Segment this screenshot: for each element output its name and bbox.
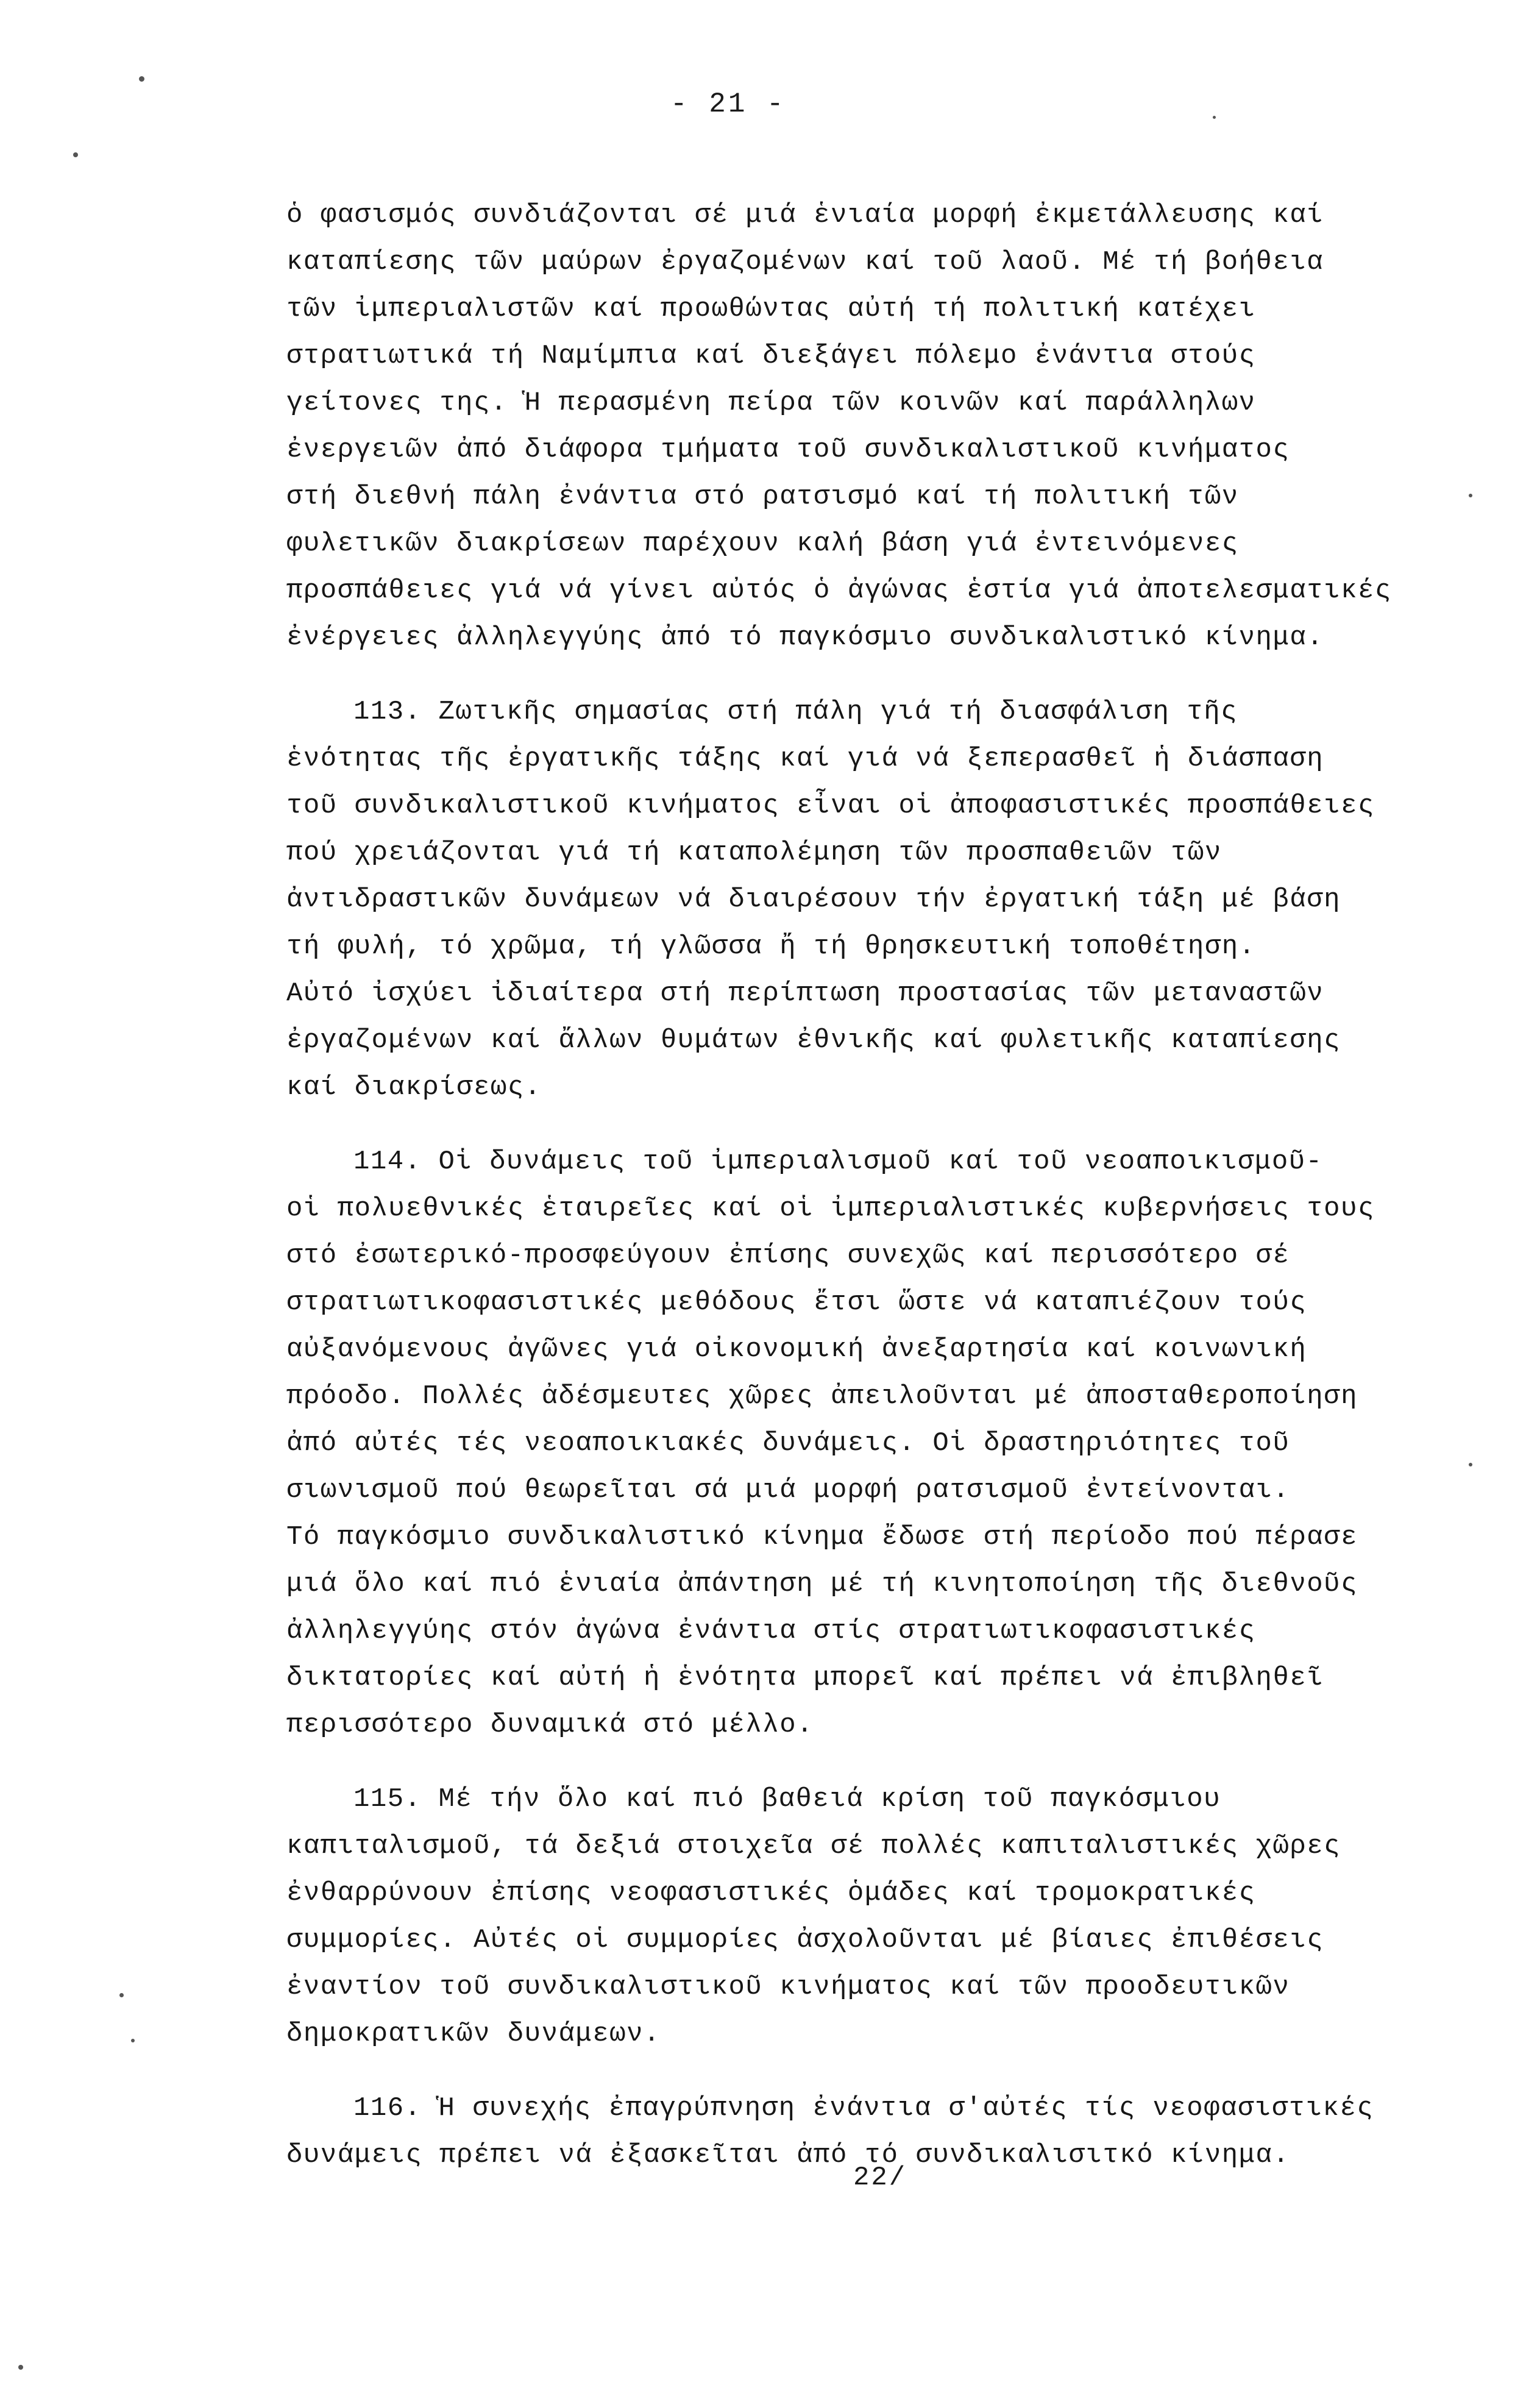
text-line: δικτατορίες καί αὐτή ἡ ἑνότητα μπορεῖ καί πρέπει νά ἐπιβληθεῖ [286,1663,1324,1693]
text-line: ἑνότητας τῆς ἐργατικῆς τάξης καί γιά νά ξεπερασθεῖ ἡ διάσπαση [286,744,1324,774]
text-line: συμμορίες. Αὐτές οἱ συμμορίες ἀσχολοῦνται μέ βίαιες ἐπιθέσεις [286,1925,1324,1955]
paragraph-114 [286,1139,1481,1749]
text-line: ἐνέργειες ἀλληλεγγύης ἀπό τό παγκόσμιο συνδικαλιστικό κίνημα. [286,622,1324,653]
text-line: καί διακρίσεως. [286,1072,542,1103]
text-line: οἱ πολυεθνικές ἑταιρεῖες καί οἱ ἰμπεριαλιστικές κυβερνήσεις τους [286,1193,1375,1224]
text-line: καταπίεσης τῶν μαύρων ἐργαζομένων καί τοῦ λαοῦ. Μέ τή βοήθεια [286,247,1324,277]
text-line: πού χρειάζονται γιά τή καταπολέμηση τῶν προσπαθειῶν τῶν [286,837,1222,868]
text-line: 115. Μέ τήν ὅλο καί πιό βαθειά κρίση τοῦ παγκόσμιου [353,1784,1221,1814]
text-line: ἐργαζομένων καί ἄλλων θυμάτων ἐθνικῆς καί φυλετικῆς καταπίεσης [286,1025,1341,1056]
scan-speck [1469,494,1472,497]
scan-speck [18,2365,23,2370]
text-line: στό ἐσωτερικό-προσφεύγουν ἐπίσης συνεχῶς καί περισσότερο σέ [286,1240,1290,1271]
body-text [286,192,1481,2179]
text-line: ἐνεργειῶν ἀπό διάφορα τμήματα τοῦ συνδικαλιστικοῦ κινήματος [286,435,1290,465]
text-line: τοῦ συνδικαλιστικοῦ κινήματος εἶναι οἱ ἀποφασιστικές προσπάθειες [286,791,1375,821]
text-line: σιωνισμοῦ πού θεωρεῖται σά μιά μορφή ρατσισμοῦ ἐντείνονται. [286,1475,1290,1505]
text-line: ἐναντίον τοῦ συνδικαλιστικοῦ κινήματος καί τῶν προοδευτικῶν [286,1972,1290,2002]
text-line: γείτονες της. Ἡ περασμένη πείρα τῶν κοινῶν καί παράλληλων [286,388,1256,418]
text-line: στρατιωτικά τή Ναμίμπια καί διεξάγει πόλεμο ἐνάντια στούς [286,341,1256,371]
text-line: προσπάθειες γιά νά γίνει αὐτός ὁ ἀγώνας ἑστία γιά ἀποτελεσματικές [286,575,1392,606]
text-line: καπιταλισμοῦ, τά δεξιά στοιχεῖα σέ πολλές καπιταλιστικές χῶρες [286,1831,1341,1861]
text-line: πρόοδο. Πολλές ἀδέσμευτες χῶρες ἀπειλοῦνται μέ ἀποσταθεροποίηση [286,1381,1358,1412]
text-line: Τό παγκόσμιο συνδικαλιστικό κίνημα ἔδωσε στή περίοδο πού πέρασε [286,1522,1358,1552]
text-line: Αὐτό ἰσχύει ἰδιαίτερα στή περίπτωση προστασίας τῶν μεταναστῶν [286,978,1324,1009]
text-line: 116. Ἡ συνεχής ἐπαγρύπνηση ἐνάντια σ'αὐτές τίς νεοφασιστικές [353,2093,1374,2123]
text-line: στρατιωτικοφασιστικές μεθόδους ἔτσι ὥστε νά καταπιέζουν τούς [286,1287,1307,1318]
text-line: τῶν ἰμπεριαλιστῶν καί προωθώντας αὐτή τή πολιτική κατέχει [286,294,1256,324]
text-line: περισσότερο δυναμικά στό μέλλο. [286,1710,814,1740]
scan-speck [139,76,144,82]
text-line: ἐνθαρρύνουν ἐπίσης νεοφασιστικές ὁμάδες καί τρομοκρατικές [286,1878,1256,1908]
text-line: δημοκρατικῶν δυνάμεων. [286,2019,661,2049]
text-line: φυλετικῶν διακρίσεων παρέχουν καλή βάση γιά ἐντεινόμενες [286,528,1239,559]
text-line: 113. Ζωτικῆς σημασίας στή πάλη γιά τή διασφάλιση τῆς [353,697,1238,727]
text-line: τή φυλή, τό χρῶμα, τή γλῶσσα ἤ τή θρησκευτική τοποθέτηση. [286,931,1256,962]
text-line: δυνάμεις πρέπει νά ἐξασκεῖται ἀπό τό συνδικαλισιτκό κίνημα. [286,2140,1290,2170]
scan-speck [73,152,78,157]
text-line: στή διεθνή πάλη ἐνάντια στό ρατσισμό καί τή πολιτική τῶν [286,482,1239,512]
text-line: 114. Οἱ δυνάμεις τοῦ ἰμπεριαλισμοῦ καί τοῦ νεοαποικισμοῦ- [353,1146,1323,1177]
text-line: ἀπό αὐτές τές νεοαποικιακές δυνάμεις. Οἱ δραστηριότητες τοῦ [286,1428,1290,1459]
scan-speck [131,2039,135,2042]
scan-speck [1213,116,1216,119]
paragraph-115 [286,1776,1481,2058]
text-line: ἀλληλεγγύης στόν ἀγώνα ἐνάντια στίς στρατιωτικοφασιστικές [286,1616,1256,1646]
text-line: αὐξανόμενους ἀγῶνες γιά οἰκονομική ἀνεξαρτησία καί κοινωνική [286,1334,1307,1365]
page-number: - 21 - [670,88,786,120]
paragraph-continuation [286,192,1481,661]
scan-speck [119,1993,124,1997]
text-line: ἀντιδραστικῶν δυνάμεων νά διαιρέσουν τήν ἐργατική τάξη μέ βάση [286,884,1341,915]
scan-speck [1469,1463,1472,1466]
text-line: μιά ὅλο καί πιό ἑνιαία ἀπάντηση μέ τή κινητοποίηση τῆς διεθνοῦς [286,1569,1358,1599]
next-page-reference: 22/ [853,2162,907,2193]
text-line: ὁ φασισμός συνδιάζονται σέ μιά ἑνιαία μορφή ἐκμετάλλευσης καί [286,200,1324,230]
paragraph-113 [286,689,1481,1111]
